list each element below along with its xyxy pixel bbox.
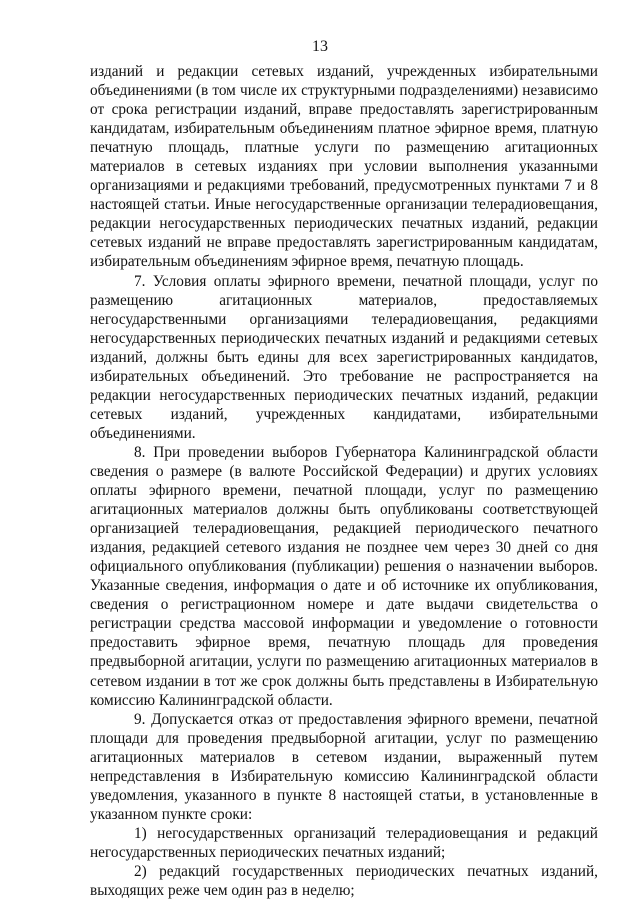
paragraph-item-9: 9. Допускается отказ от предоставления эфирного времени, печатной площади для проведения предвыборной агитации, услуг по размещению агитационных материалов в сетевом издании, выраженный путем непредставления в Избирательную комиссию Калининградской области уведомления, указанного в пункте 8 настоящей статьи, в установленные в указанном пункте сроки: xyxy=(90,710,598,823)
paragraph-item-9-subitem-1: 1) негосударственных организаций телерадиовещания и редакций негосударственных периодических печатных изданий; xyxy=(90,824,598,861)
paragraph-item-7: 7. Условия оплаты эфирного времени, печатной площади, услуг по размещению агитационных материалов, предоставляемых негосударственными организациями телерадиовещания, редакциями негосударственных периодических печатных изданий и редакциями сетевых изданий, должны быть едины для всех зарегистрированных кандидатов, избирательных объединений. Это требование не распространяется на редакции негосударственных периодических печатных изданий, редакции сетевых изданий, учрежденных кандидатами, избирательными объединениями. xyxy=(90,272,598,442)
paragraph-continuation: изданий и редакции сетевых изданий, учрежденных избирательными объединениями (в том числе их структурными подразделениями) независимо от срока регистрации изданий, вправе предоставлять зарегистрированным кандидатам, избирательным объединениям платное эфирное время, платную печатную площадь, платные услуги по размещению агитационных материалов в сетевых изданиях при условии выполнения указанными организациями и редакциями требований, предусмотренных пунктами 7 и 8 настоящей статьи. Иные негосударственные организации телерадиовещания, редакции негосударственных периодических печатных изданий, редакции сетевых изданий не вправе предоставлять зарегистрированным кандидатам, избирательным объединениям эфирное время, печатную площадь. xyxy=(90,63,598,271)
paragraph-item-9-subitem-2: 2) редакций государственных периодических печатных изданий, выходящих реже чем один раз в неделю; xyxy=(90,862,598,900)
page-number: 13 xyxy=(312,38,328,55)
paragraph-item-8: 8. При проведении выборов Губернатора Калининградской области сведения о размере (в валюте Российской Федерации) и других условиях оплаты эфирного времени, печатной площади, услуг по размещению агитационных материалов должны быть опубликованы соответствующей организацией телерадиовещания, редакцией периодического печатного издания, редакцией сетевого издания не позднее чем через 30 дней со дня официального опубликования (публикации) решения о назначении выборов. Указанные сведения, информация о дате и об источнике их опубликования, сведения о регистрационном номере и дате выдачи свидетельства о регистрации средства массовой информации и уведомление о готовности предоставить эфирное время, печатную площадь для проведения предвыборной агитации, услуги по размещению агитационных материалов в сетевом издании в тот же срок должны быть представлены в Избирательную комиссию Калининградской области. xyxy=(90,443,598,709)
document-body xyxy=(90,62,598,900)
